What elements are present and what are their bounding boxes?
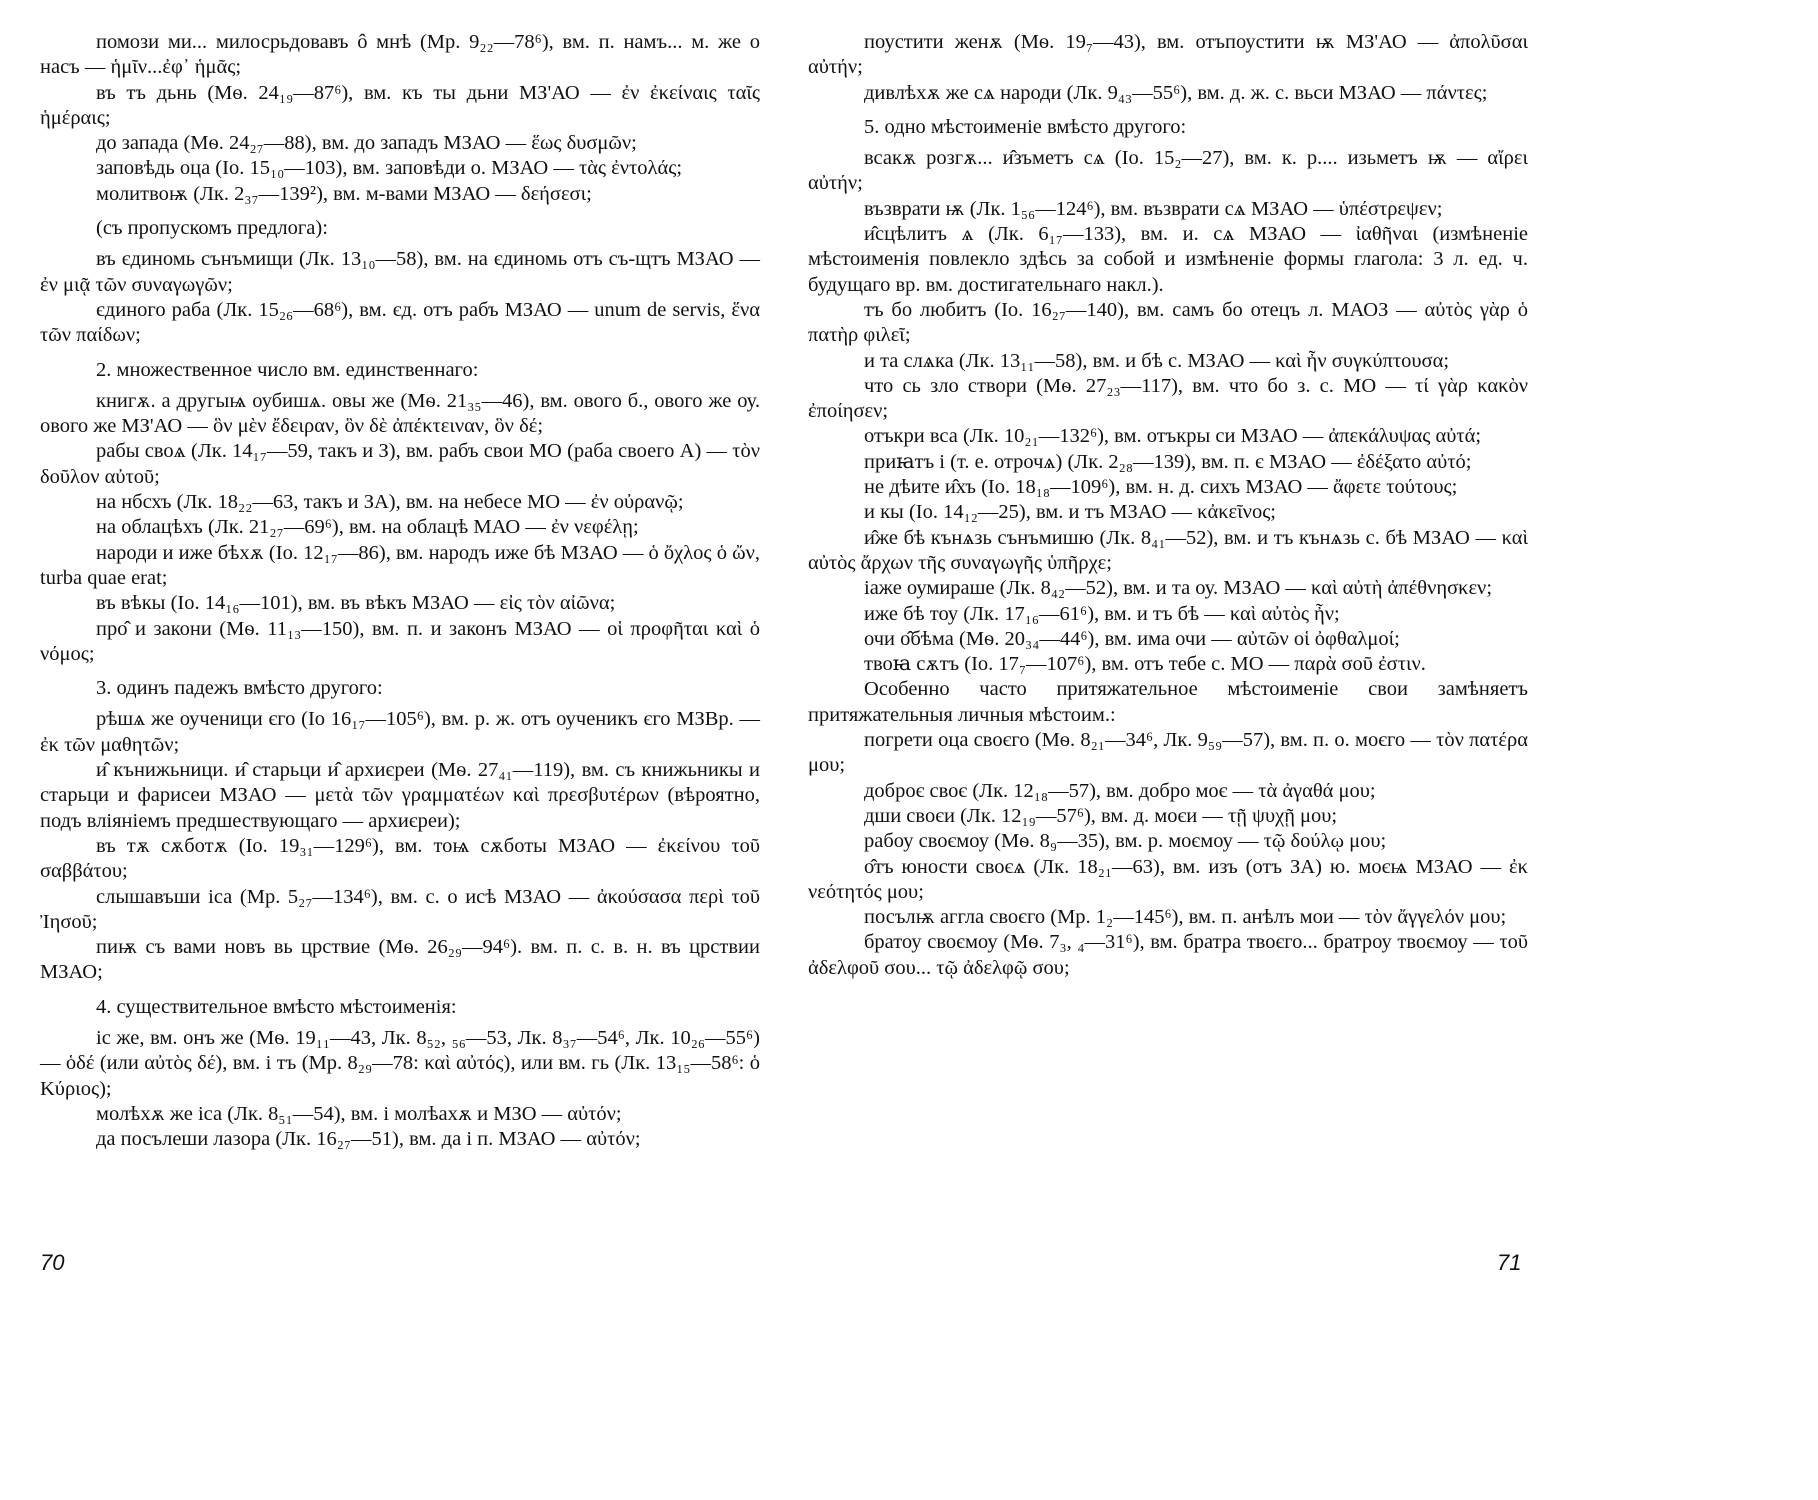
left-page-number: 70 [40, 1250, 65, 1275]
entry-paragraph: и̂ кънижьници. и̂ старьци и̂ архиєреи (Мѳ. 27₄₁—119), вм. съ книжьникы и старьци и фарисеи МЗАО — μετὰ τῶν γραμματέων καὶ πρεσβυτέρων (вѣроятно, подъ вліяніемъ предшествующаго — архиєреи); [40, 759, 760, 832]
entry-paragraph: приꙗтъ і (т. е. отрочѧ) (Лк. 2₂₈—139), вм. п. є МЗАО — ἐδέξατο αὐτό; [864, 450, 1472, 473]
section-heading: 2. множественное число вм. единственнаго: [96, 358, 479, 381]
entry-paragraph: въ тѫ сѫботѫ (Io. 19₃₁—129⁶), вм. тоѩ сѫботы МЗАО — ἐκείνου τοῦ σαββάτου; [40, 834, 760, 883]
entry-paragraph: погрети оца своєго (Мѳ. 8₂₁—34⁶, Лк. 9₅₉—57), вм. п. о. моєго — τὸν πατέρα μου; [808, 729, 1528, 777]
entry-paragraph: рабы своѧ (Лк. 14₁₇—59, такъ и З), вм. рабъ свои МО (раба своего А) — τὸν δοῦλον αὐτοῦ; [40, 440, 760, 488]
entry-paragraph: твоꙗ сѫтъ (Io. 17₇—107⁶), вм. отъ тебе с. МО — παρὰ σοῦ ἐστιν. [864, 653, 1426, 676]
entry-paragraph: Особенно часто притяжательное мѣстоименіе свои замѣняетъ притяжательныя личныя мѣстоим.: [808, 678, 1528, 726]
entry-paragraph: и та слѧка (Лк. 13₁₁—58), вм. и бѣ с. МЗАО — καὶ ἦν συγκύπτουσα; [864, 349, 1450, 372]
entry-paragraph: помози ми... милосрьдовавъ ô мнѣ (Мр. 9₂₂—78⁶), вм. п. намъ... м. же о насъ — ἡμῖν...ἐφ᾽ ἡμᾶς; [40, 31, 760, 79]
entry-paragraph: іс же, вм. онъ же (Мѳ. 19₁₁—43, Лк. 8₅₂, ₅₆—53, Лк. 8₃₇—54⁶, Лк. 10₂₆—55⁶) — ὁδέ (или αὐτὸς δέ), вм. і тъ (Мр. 8₂₉—78: καὶ αὐτός), или вм. гь (Лк. 13₁₅—58⁶: ὁ Κύριος); [40, 1026, 760, 1100]
entry-paragraph: възврати ѭ (Лк. 1₅₆—124⁶), вм. възврати сѧ МЗАО — ὑπέστρεψεν; [864, 197, 1443, 220]
entry-paragraph: и кы (Io. 14₁₂—25), вм. и тъ МЗАО — κἀκεῖνος; [864, 501, 1277, 524]
section-heading: 5. одно мѣстоименіе вмѣсто другого: [864, 115, 1187, 138]
entry-paragraph: братоу своємоу (Мѳ. 7₃, ₄—31⁶), вм. братра твоєго... братроу твоємоу — τοῦ ἀδελφοῦ σου... τῷ ἀδελφῷ σου; [808, 931, 1528, 979]
right-page-number: 71 [1497, 1250, 1522, 1275]
entry-paragraph: не дѣите и̂хъ (Io. 18₁₈—109⁶), вм. н. д. сихъ МЗАО — ἄφετε τούτους; [864, 476, 1458, 499]
entry-paragraph: и̂же бѣ кънѧзь сънъмишю (Лк. 8₄₁—52), вм. и тъ кънѧзь с. бѣ МЗАО — καὶ αὐτὸς ἄρχων τῆς συναγωγῆς ὑπῆρχε; [808, 526, 1528, 574]
entry-paragraph: молѣхѫ же іса (Лк. 8₅₁—54), вм. і молѣахѫ и МЗО — αὐτόν; [96, 1102, 622, 1125]
entry-paragraph: іаже оумираше (Лк. 8₄₂—52), вм. и та оу. МЗАО — καὶ αὐτὴ ἀπέθνησκεν; [864, 577, 1493, 600]
entry-paragraph: рабоу своємоу (Мѳ. 8₉—35), вм. р. моємоу — τῷ δούλῳ μου; [864, 830, 1387, 853]
entry-paragraph: доброє своє (Лк. 12₁₈—57), вм. добро моє — τὰ ἀγαθά μου; [864, 779, 1376, 802]
entry-paragraph: слышавъши іса (Мр. 5₂₇—134⁶), вм. с. о исѣ МЗАО — ἀκούσασα περὶ τοῦ Ἰησοῦ; [40, 885, 760, 933]
entry-paragraph: тъ бо любитъ (Io. 16₂₇—140), вм. самъ бо отецъ л. МАОЗ — αὐτὸς γὰρ ὁ πατὴρ φιλεῖ; [808, 298, 1528, 347]
entry-paragraph: въ єдиномь сънъмищи (Лк. 13₁₀—58), вм. на єдиномь отъ съ-щтъ МЗАО — ἐν μιᾷ τῶν συναγωγῶν; [40, 248, 760, 296]
entry-paragraph: молитвоѭ (Лк. 2₃₇—139²), вм. м-вами МЗАО — δεήσεσι; [96, 182, 592, 205]
entry-paragraph: въ тъ дьнь (Мѳ. 24₁₉—87⁶), вм. къ ты дьни МЗ'АО — ἐν ἐκείναις ταῖς ἡμέραις; [40, 81, 760, 129]
entry-paragraph: въ вѣкы (Io. 14₁₆—101), вм. въ вѣкъ МЗАО — εἰς τὸν αἰῶνα; [96, 592, 616, 615]
entry-paragraph: на нбсхъ (Лк. 18₂₂—63, такъ и ЗА), вм. на небесе МО — ἐν οὐρανῷ; [96, 491, 684, 514]
entry-paragraph: что сь зло створи (Мѳ. 27₂₃—117), вм. что бо з. с. МО — τί γὰρ κακὸν ἐποίησεν; [808, 374, 1528, 423]
entry-paragraph: рѣшѧ же оученици єго (Io 16₁₇—105⁶), вм. р. ж. отъ оученикъ єго МЗВр. — ἐκ τῶν μαθητῶν; [40, 708, 760, 756]
section-heading: 4. существительное вмѣсто мѣстоименія: [96, 995, 457, 1018]
section-heading: 3. одинъ падежъ вмѣсто другого: [96, 677, 383, 700]
entry-paragraph: на облацѣхъ (Лк. 21₂₇—69⁶), вм. на облацѣ МАО — ἐν νεφέλῃ; [96, 516, 639, 539]
entry-paragraph: заповѣдь оца (Io. 15₁₀—103), вм. заповѣди о. МЗАО — τὰς ἐντολάς; [96, 157, 683, 180]
entry-paragraph: єдиного раба (Лк. 15₂₆—68⁶), вм. єд. отъ рабъ МЗАО — unum de servis, ἕνα τῶν παίδων; [40, 298, 760, 347]
right-page [808, 30, 1528, 981]
entry-paragraph: о̂тъ юности своєѧ (Лк. 18₂₁—63), вм. изъ (отъ ЗА) ю. моєѩ МЗАО — ἐκ νεότητός μου; [808, 855, 1528, 903]
entry-paragraph: книгѫ. а другыѩ оубишѧ. овы же (Мѳ. 21₃₅—46), вм. ового б., ового же оу. ового же МЗ'АО — ὃν μὲν ἔδειραν, ὃν δὲ ἀπέκτειναν, ὃν δέ; [40, 389, 760, 438]
entry-paragraph: дивлѣхѫ же сѧ народи (Лк. 9₄₃—55⁶), вм. д. ж. с. вьси МЗАО — πάντες; [864, 81, 1488, 104]
entry-paragraph: до запада (Мѳ. 24₂₇—88), вм. до западъ МЗАО — ἕως δυσμῶν; [96, 132, 637, 155]
entry-paragraph: народи и иже бѣхѫ (Io. 12₁₇—86), вм. народъ иже бѣ МЗАО — ὁ ὄχλος ὁ ὤν, turba quae erat; [40, 541, 760, 589]
left-page [40, 30, 760, 1152]
entry-paragraph: иже бѣ тоу (Лк. 17₁₆—61⁶), вм. и тъ бѣ — καὶ αὐτὸς ἦν; [864, 602, 1340, 625]
entry-paragraph: всакѫ розгѫ... и̂зъметъ сѧ (Io. 15₂—27), вм. к. р.... изьметъ ѭ — αἴρει αὐτήν; [808, 147, 1528, 195]
entry-paragraph: очи о̂бѣма (Мѳ. 20₃₄—44⁶), вм. има очи — αὐτῶν οἱ ὀφθαλμοί; [864, 627, 1400, 650]
entry-paragraph: отъкри вса (Лк. 10₂₁—132⁶), вм. отъкры си МЗАО — ἀπεκάλυψας αὐτά; [864, 425, 1482, 448]
entry-paragraph: дши своєи (Лк. 12₁₉—57⁶), вм. д. моєи — τῇ ψυχῇ μου; [864, 804, 1338, 827]
entry-paragraph: поустити женѫ (Мѳ. 19₇—43), вм. отъпоустити ѭ МЗ'АО — ἀπολῦσαι αὐτήν; [808, 31, 1528, 79]
entry-paragraph: посълѭ агглa своєго (Мр. 1₂—145⁶), вм. п. анѣлъ мои — τὸν ἄγγελόν μου; [864, 906, 1507, 929]
entry-paragraph: да посълеши лазора (Лк. 16₂₇—51), вм. да і п. МЗАО — αὐτόν; [96, 1128, 641, 1151]
entry-paragraph: про̂ и закони (Мѳ. 11₁₃—150), вм. п. и законъ МЗАО — οἱ προφῆται καὶ ὁ νόμος; [40, 617, 760, 665]
entry-paragraph: и̂сцѣлитъ ѧ (Лк. 6₁₇—133), вм. и. сѧ МЗАО — ἰαθῆναι (измѣненіе мѣстоименія повлекло здѣсь за собой и измѣненіе формы глагола: 3 л. ед. ч. будущаго вр. вм. достигательнаго накл.). [808, 223, 1528, 296]
entry-paragraph: пиѭ съ вами новъ вь црствие (Мѳ. 26₂₉—94⁶). вм. п. с. в. н. въ црствии МЗАО; [40, 936, 760, 984]
section-heading: (съ пропускомъ предлога): [96, 217, 328, 240]
